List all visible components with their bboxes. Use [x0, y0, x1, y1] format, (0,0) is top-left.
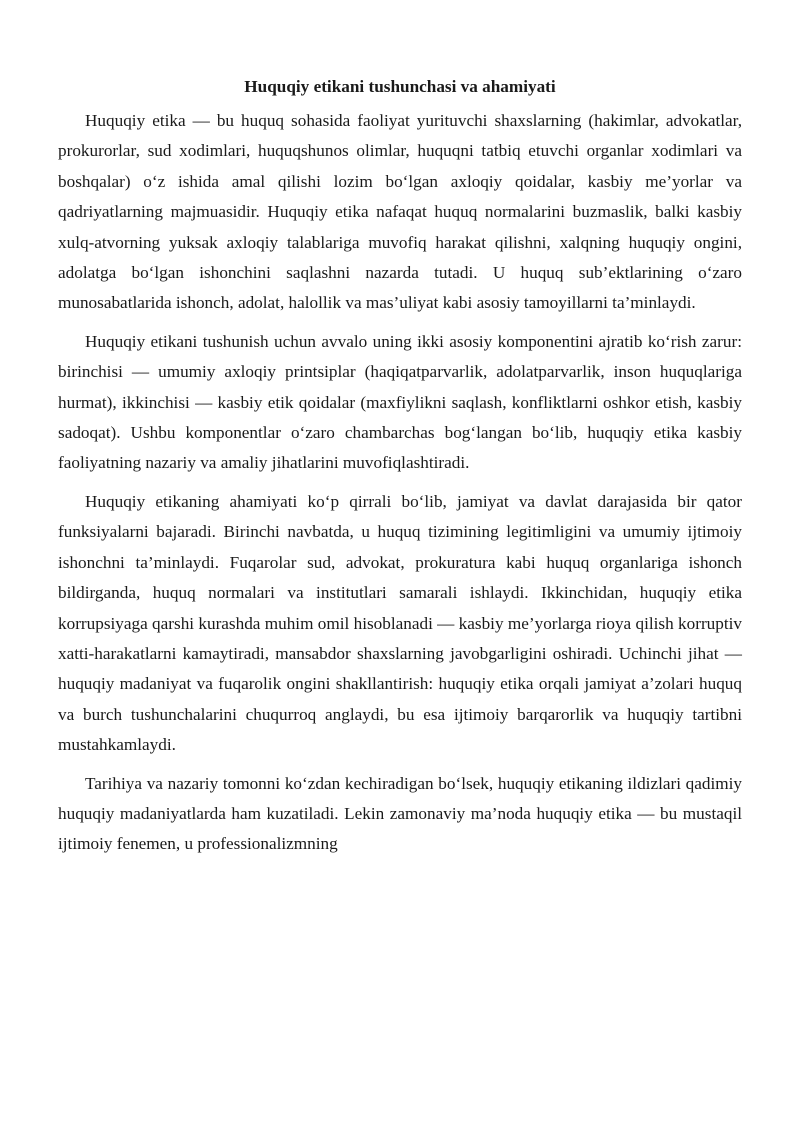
page-title: Huquqiy etikani tushunchasi va ahamiyati [244, 77, 556, 96]
paragraph-4: Tarihiya va nazariy tomonni ko‘zdan kechiradigan bo‘lsek, huquqiy etikaning ildizlari qadimiy huquqiy madaniyatlarda ham kuzatiladi. Lekin zamonaviy ma’noda huquqiy etika — bu mustaqil ijtimoiy fenemen, u professionalizmning [58, 773, 742, 854]
paragraph-1: Huquqiy etika — bu huquq sohasida faoliyat yurituvchi shaxslarning (hakimlar, advokatlar, prokurorlar, sud xodimlari, huquqshunos olimlar, huquqni tatbiq etuvchi organlar xodimlari va boshqalar) o‘z ishida amal qilishi lozim bo‘lgan axloqiy qoidalar, kasbiy me’yorlar va qadriyatlarning majmuasidir. Huquqiy etika nafaqat huquq normalarini buzmaslik, balki kasbiy xulq-atvorning yuksak axloqiy talablariga muvofiq harakat qilishni, xalqning huquqiy ongini, adolatga bo‘lgan ishonchini saqlashni nazarda tutadi. U huquq sub’ektlarining o‘zaro munosabatlarida ishonch, adolat, halollik va mas’uliyat kabi asosiy tamoyillarni ta’minlaydi. [58, 111, 742, 313]
paragraph-2: Huquqiy etikani tushunish uchun avvalo uning ikki asosiy komponentini ajratib ko‘rish zarur: birinchisi — umumiy axloqiy printsiplar (haqiqatparvarlik, adolatparvarlik, inson huquqlariga hurmat), ikkinchisi — kasbiy etik qoidalar (maxfiylikni saqlash, konfliktlarni oshkor etish, kasbiy sadoqat). Ushbu komponentlar o‘zaro chambarchas bog‘langan bo‘lib, huquqiy etika kasbiy faoliyatning nazariy va amaliy jihatlarini muvofiqlashtiradi. [58, 331, 742, 473]
paragraph-3: Huquqiy etikaning ahamiyati ko‘p qirrali bo‘lib, jamiyat va davlat darajasida bir qator funksiyalarni bajaradi. Birinchi navbatda, u huquq tizimining legitimligini va umumiy ijtimoiy ishonchni ta’minlaydi. Fuqarolar sud, advokat, prokuratura kabi huquq organlariga ishonch bildirganda, huquq normalari va institutlari samarali ishlaydi. Ikkinchidan, huquqiy etika korrupsiyaga qarshi kurashda muhim omil hisoblanadi — kasbiy me’yorlarga rioya qilish korruptiv xatti-harakatlarni kamaytiradi, mansabdor shaxslarning javobgarligini oshiradi. Uchinchi jihat — huquqiy madaniyat va fuqarolik ongini shakllantirish: huquqiy etika orqali jamiyat a’zolari huquq va burch tushunchalarini chuqurroq anglaydi, bu esa ijtimoiy barqarorlik va huquqiy tartibni mustahkamlaydi. [58, 491, 742, 755]
